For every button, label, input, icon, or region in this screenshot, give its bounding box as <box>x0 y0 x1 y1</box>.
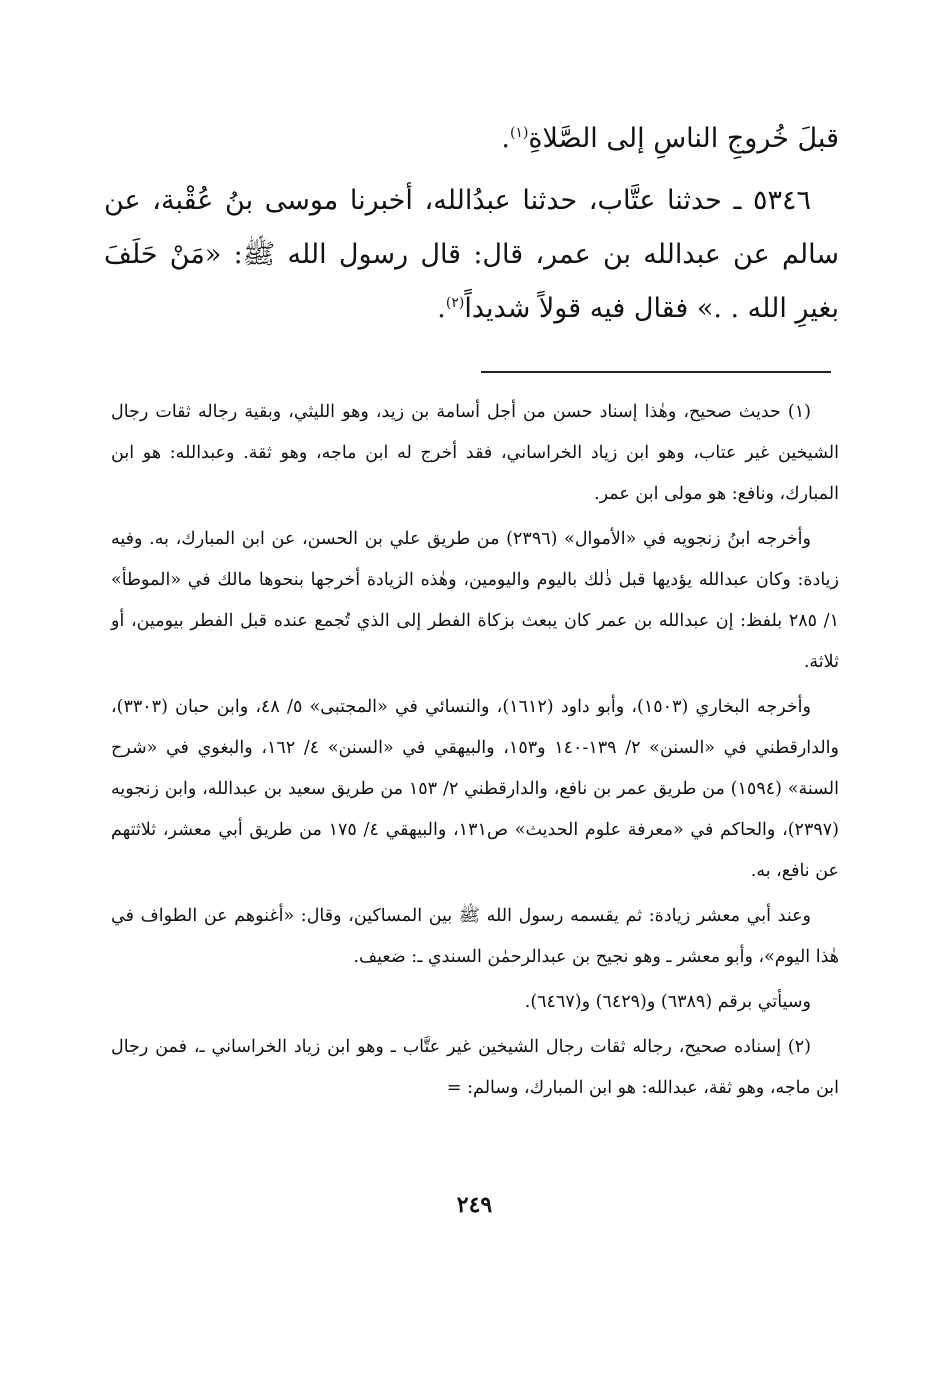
footnote-separator <box>481 371 831 373</box>
footnote-1-see-also: وسيأتي برقم (٦٣٨٩) و(٦٤٢٩) و(٦٤٦٧). <box>524 992 811 1012</box>
continuation-line <box>104 112 839 166</box>
hadith-text: ٥٣٤٦ ـ حدثنا عتَّاب، حدثنا عبدُالله، أخبرنا موسى بنُ عُقْبة، عن سالم عن عبدالله بن عمر، قال: قال رسول الله ﷺ: «مَنْ حَلَفَ بغيرِ الله . .» فقال فيه قولاً شديداً <box>104 185 839 324</box>
footnote-1-abu-mashar: وعند أبي معشر زيادة: ثم يقسمه رسول الله ﷺ بين المساكين، وقال: «أغنوهم عن الطواف في هٰذا اليوم»، وأبو معشر ـ وهو نجيح بن عبدالرحمٰن السندي ـ: ضعيف. <box>111 906 839 967</box>
footnote-2: (٢) إسناده صحيح، رجاله ثقات رجال الشيخين غير عتَّاب ـ وهو ابن زياد الخراساني ـ، فمن رجال ابن ماجه، وهو ثقة، عبدالله: هو ابن المبارك، وسالم: = <box>111 1037 839 1098</box>
footnote-1-takhrij-bukhari: وأخرجه البخاري (١٥٠٣)، وأبو داود (١٦١٢)، والنسائي في «المجتبى» ٥/ ٤٨، وابن حبان (٣٣٠٣)، والدارقطني في «السنن» ٢/ ١٣٩-١٤٠ و١٥٣، والبيهقي في «السنن» ٤/ ١٦٢، والبغوي في «شرح السنة» (١٥٩٤) من طريق عمر بن نافع، والدارقطني ٢/ ١٥٣ من طريق سعيد بن عبدالله، وابن زنجويه (٢٣٩٧)، والحاكم في «معرفة علوم الحديث» ص١٣١، والبيهقي ٤/ ١٧٥ من طريق أبي معشر، ثلاثتهم عن نافع، به. <box>111 697 839 881</box>
continuation-end: . <box>501 123 510 154</box>
continuation-text: قبلَ خُروجِ الناسِ إلى الصَّلاةِ <box>528 123 839 154</box>
main-text <box>104 112 839 336</box>
hadith-end: . <box>437 293 446 324</box>
footnote-1: (١) حديث صحيح، وهٰذا إسناد حسن من أجل أسامة بن زيد، وهو الليثي، وبقية رجاله ثقات رجال الشيخين غير عتاب، وهو ابن زياد الخراساني، فقد أخرج له ابن ماجه، وهو ثقة. وعبدالله: هو ابن المبارك، ونافع: هو مولى ابن عمر. <box>111 402 839 504</box>
footnote-ref-1: (١) <box>509 125 529 141</box>
footnotes <box>111 392 839 1113</box>
hadith-paragraph <box>104 174 839 336</box>
page-number: ٢٤٩ <box>456 1192 493 1218</box>
footnote-1-takhrij-zanjawayh: وأخرجه ابنُ زنجويه في «الأموال» (٢٣٩٦) من طريق علي بن الحسن، عن ابن المبارك، به. وفيه زيادة: وكان عبدالله يؤديها قبل ذٰلك باليوم واليومين، وهٰذه الزيادة أخرجها بنحوها مالك في «الموطأ» ١/ ٢٨٥ بلفظ: إن عبدالله بن عمر كان يبعث بزكاة الفطر إلى الذي تُجمع عنده قبل الفطر بيومين، أو ثلاثة. <box>111 529 839 672</box>
footnote-ref-2: (٢) <box>445 295 465 311</box>
